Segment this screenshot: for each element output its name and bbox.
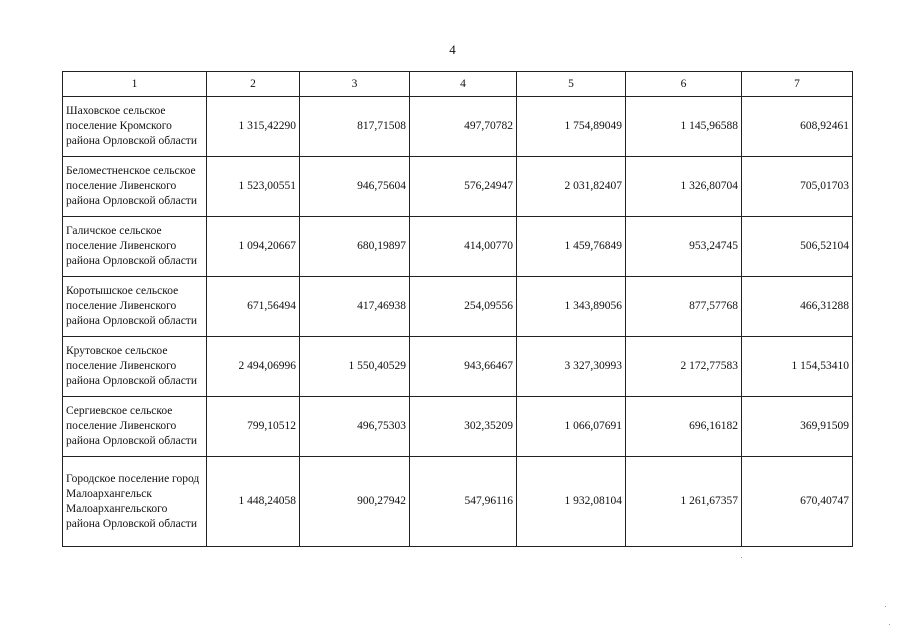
value-cell: 496,75303 xyxy=(300,397,410,457)
value-cell: 946,75604 xyxy=(300,157,410,217)
value-cell: 696,16182 xyxy=(626,397,742,457)
value-cell: 1 066,07691 xyxy=(517,397,626,457)
value-cell: 1 523,00551 xyxy=(207,157,300,217)
value-cell: 497,70782 xyxy=(410,97,517,157)
value-cell: 670,40747 xyxy=(742,457,853,547)
value-cell: 3 327,30993 xyxy=(517,337,626,397)
column-header-2: 2 xyxy=(207,72,300,97)
value-cell: 1 550,40529 xyxy=(300,337,410,397)
value-cell: 1 315,42290 xyxy=(207,97,300,157)
settlement-name-cell: Галичское сельское поселение Ливенского района Орловской области xyxy=(63,217,207,277)
value-cell: 417,46938 xyxy=(300,277,410,337)
value-cell: 1 932,08104 xyxy=(517,457,626,547)
settlement-name-cell: Коротышское сельское поселение Ливенского района Орловской области xyxy=(63,277,207,337)
data-table xyxy=(62,71,853,547)
value-cell: 799,10512 xyxy=(207,397,300,457)
value-cell: 414,00770 xyxy=(410,217,517,277)
settlement-name-cell: Сергиевское сельское поселение Ливенского района Орловской области xyxy=(63,397,207,457)
value-cell: 506,52104 xyxy=(742,217,853,277)
value-cell: 943,66467 xyxy=(410,337,517,397)
value-cell: 547,96116 xyxy=(410,457,517,547)
value-cell: 254,09556 xyxy=(410,277,517,337)
value-cell: 680,19897 xyxy=(300,217,410,277)
value-cell: 1 448,24058 xyxy=(207,457,300,547)
value-cell: 2 494,06996 xyxy=(207,337,300,397)
value-cell: 953,24745 xyxy=(626,217,742,277)
column-header-6: 6 xyxy=(626,72,742,97)
value-cell: 1 145,96588 xyxy=(626,97,742,157)
value-cell: 302,35209 xyxy=(410,397,517,457)
table-row xyxy=(63,397,853,457)
page-number: 4 xyxy=(449,42,456,57)
settlement-name-cell: Городское поселение город Малоархангельск Малоархангельского района Орловской области xyxy=(63,457,207,547)
value-cell: 1 326,80704 xyxy=(626,157,742,217)
value-cell: 1 094,20667 xyxy=(207,217,300,277)
table-row xyxy=(63,217,853,277)
value-cell: 1 261,67357 xyxy=(626,457,742,547)
column-header-7: 7 xyxy=(742,72,853,97)
table-row xyxy=(63,97,853,157)
value-cell: 817,71508 xyxy=(300,97,410,157)
table-row xyxy=(63,457,853,547)
value-cell: 369,91509 xyxy=(742,397,853,457)
value-cell: 576,24947 xyxy=(410,157,517,217)
column-header-4: 4 xyxy=(410,72,517,97)
value-cell: 705,01703 xyxy=(742,157,853,217)
value-cell: 466,31288 xyxy=(742,277,853,337)
value-cell: 2 172,77583 xyxy=(626,337,742,397)
scan-speck xyxy=(889,624,890,625)
value-cell: 1 343,89056 xyxy=(517,277,626,337)
value-cell: 1 459,76849 xyxy=(517,217,626,277)
table-row xyxy=(63,277,853,337)
value-cell: 671,56494 xyxy=(207,277,300,337)
table-row xyxy=(63,337,853,397)
column-header-5: 5 xyxy=(517,72,626,97)
scan-speck xyxy=(885,606,886,607)
column-header-3: 3 xyxy=(300,72,410,97)
value-cell: 608,92461 xyxy=(742,97,853,157)
table-row xyxy=(63,157,853,217)
value-cell: 1 154,53410 xyxy=(742,337,853,397)
value-cell: 2 031,82407 xyxy=(517,157,626,217)
column-header-1: 1 xyxy=(63,72,207,97)
settlement-name-cell: Шаховское сельское поселение Кромского района Орловской области xyxy=(63,97,207,157)
settlement-name-cell: Крутовское сельское поселение Ливенского района Орловской области xyxy=(63,337,207,397)
settlement-name-cell: Беломестненское сельское поселение Ливенского района Орловской области xyxy=(63,157,207,217)
value-cell: 1 754,89049 xyxy=(517,97,626,157)
header-row xyxy=(63,72,853,97)
value-cell: 877,57768 xyxy=(626,277,742,337)
scan-speck xyxy=(741,557,742,558)
value-cell: 900,27942 xyxy=(300,457,410,547)
